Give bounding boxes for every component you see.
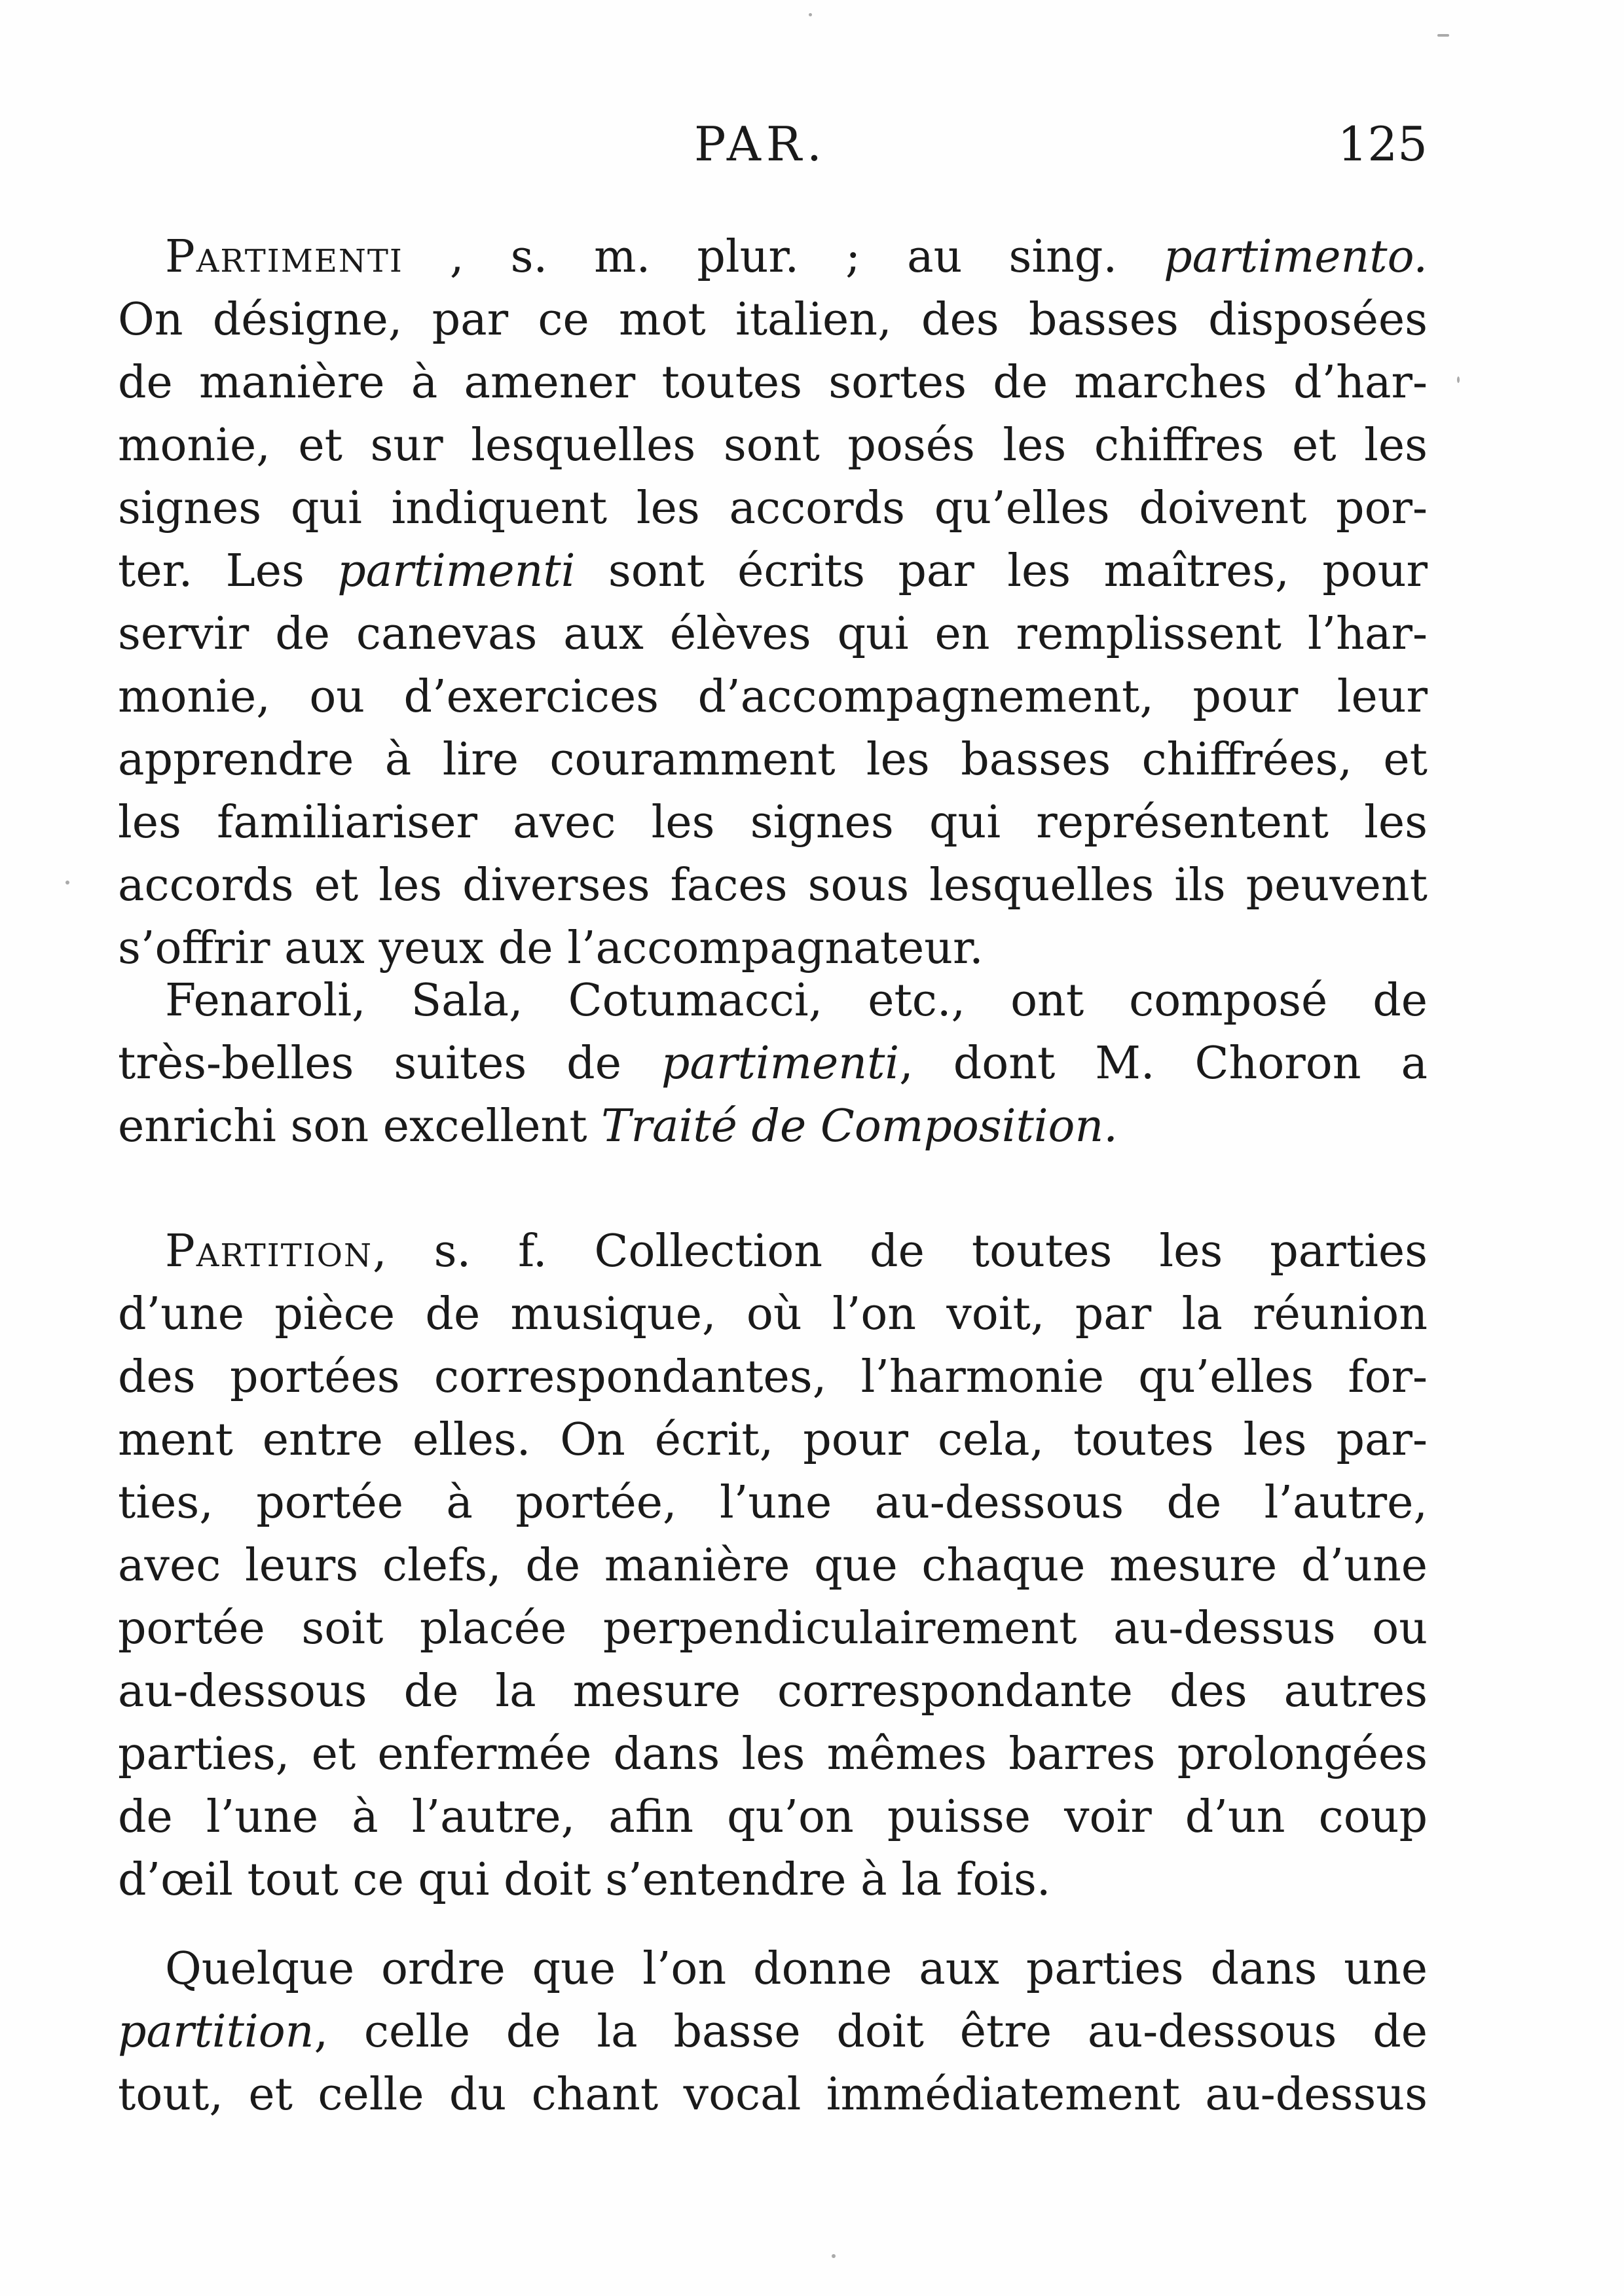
text-span: très-belles suites de (118, 1038, 661, 1089)
entry-headword: Partimenti (165, 231, 403, 283)
paragraph-fenaroli (118, 970, 1428, 1158)
text-line: servir de canevas aux élèves qui en remplissent l’har- (118, 608, 1428, 660)
text-line: ties, portée à portée, l’une au-dessous de l’autre, (118, 1477, 1428, 1529)
text-line: accords et les diverses faces sous lesquelles ils peuvent (118, 860, 1428, 911)
text-line: tout, et celle du chant vocal immédiatement au-dessus (118, 2069, 1428, 2121)
running-head (118, 117, 1428, 189)
italic-term: partition (118, 2006, 314, 2058)
paper-speck (832, 2254, 836, 2258)
running-head-title: PAR. (694, 117, 827, 172)
italic-term: partimenti (661, 1038, 900, 1089)
italic-term: partimenti (337, 545, 576, 597)
text-line (118, 540, 1428, 603)
text-line (118, 1032, 1428, 1095)
entry-partition (118, 1220, 1428, 1912)
text-line: monie, ou d’exercices d’accompagnement, pour leur (118, 671, 1428, 723)
text-line (118, 1220, 1428, 1283)
text-line (118, 2001, 1428, 2064)
text-line: ment entre elles. On écrit, pour cela, toutes les par- (118, 1414, 1428, 1466)
text-line: au-dessous de la mesure correspondante des autres (118, 1666, 1428, 1717)
text-line: Fenaroli, Sala, Cotumacci, etc., ont composé de (165, 975, 1428, 1027)
paper-speck (1437, 34, 1449, 37)
entry-partimenti (118, 226, 1428, 980)
text-span: , dont M. Choron a (899, 1038, 1428, 1089)
text-line (118, 226, 1428, 289)
text-line: portée soit placée perpendiculairement au-dessus ou (118, 1603, 1428, 1654)
text-line: s’offrir aux yeux de l’accompagnateur. (118, 922, 984, 974)
italic-title: Traité de Composition. (601, 1101, 1118, 1152)
text-line (118, 1095, 1428, 1158)
text-span: , s. m. plur. ; au sing. (403, 231, 1164, 283)
text-line: signes qui indiquent les accords qu’elles doivent por- (118, 483, 1428, 534)
text-line: monie, et sur lesquelles sont posés les chiffres et les (118, 420, 1428, 471)
text-line: Quelque ordre que l’on donne aux parties dans une (165, 1943, 1428, 1995)
text-line: On désigne, par ce mot italien, des basses disposées (118, 294, 1428, 346)
text-span: ter. Les (118, 545, 338, 597)
paper-speck (809, 13, 812, 16)
text-line: de l’une à l’autre, afin qu’on puisse voir d’un coup (118, 1791, 1428, 1843)
text-line: les familiariser avec les signes qui représentent les (118, 797, 1428, 848)
text-line: des portées correspondantes, l’harmonie qu’elles for- (118, 1351, 1428, 1403)
text-line: avec leurs clefs, de manière que chaque mesure d’une (118, 1540, 1428, 1592)
text-line: apprendre à lire couramment les basses chiffrées, et (118, 734, 1428, 786)
page-number: 125 (1337, 117, 1428, 172)
italic-term: partimento. (1164, 231, 1428, 283)
entry-headword: Partition (165, 1226, 373, 1277)
paragraph-quelque-ordre (118, 1938, 1428, 2126)
paper-speck (65, 881, 69, 884)
text-line: d’une pièce de musique, où l’on voit, par la réunion (118, 1288, 1428, 1340)
text-span: , s. f. Collection de toutes les parties (373, 1226, 1428, 1277)
text-span: sont écrits par les maîtres, pour (575, 545, 1428, 597)
paper-speck (1457, 376, 1460, 383)
text-span: enrichi son excellent (118, 1101, 602, 1152)
text-line: parties, et enfermée dans les mêmes barres prolongées (118, 1728, 1428, 1780)
text-line: de manière à amener toutes sortes de marches d’har- (118, 357, 1428, 409)
text-span: , celle de la basse doit être au-dessous de (314, 2006, 1428, 2058)
text-line: d’œil tout ce qui doit s’entendre à la fois. (118, 1854, 1051, 1906)
